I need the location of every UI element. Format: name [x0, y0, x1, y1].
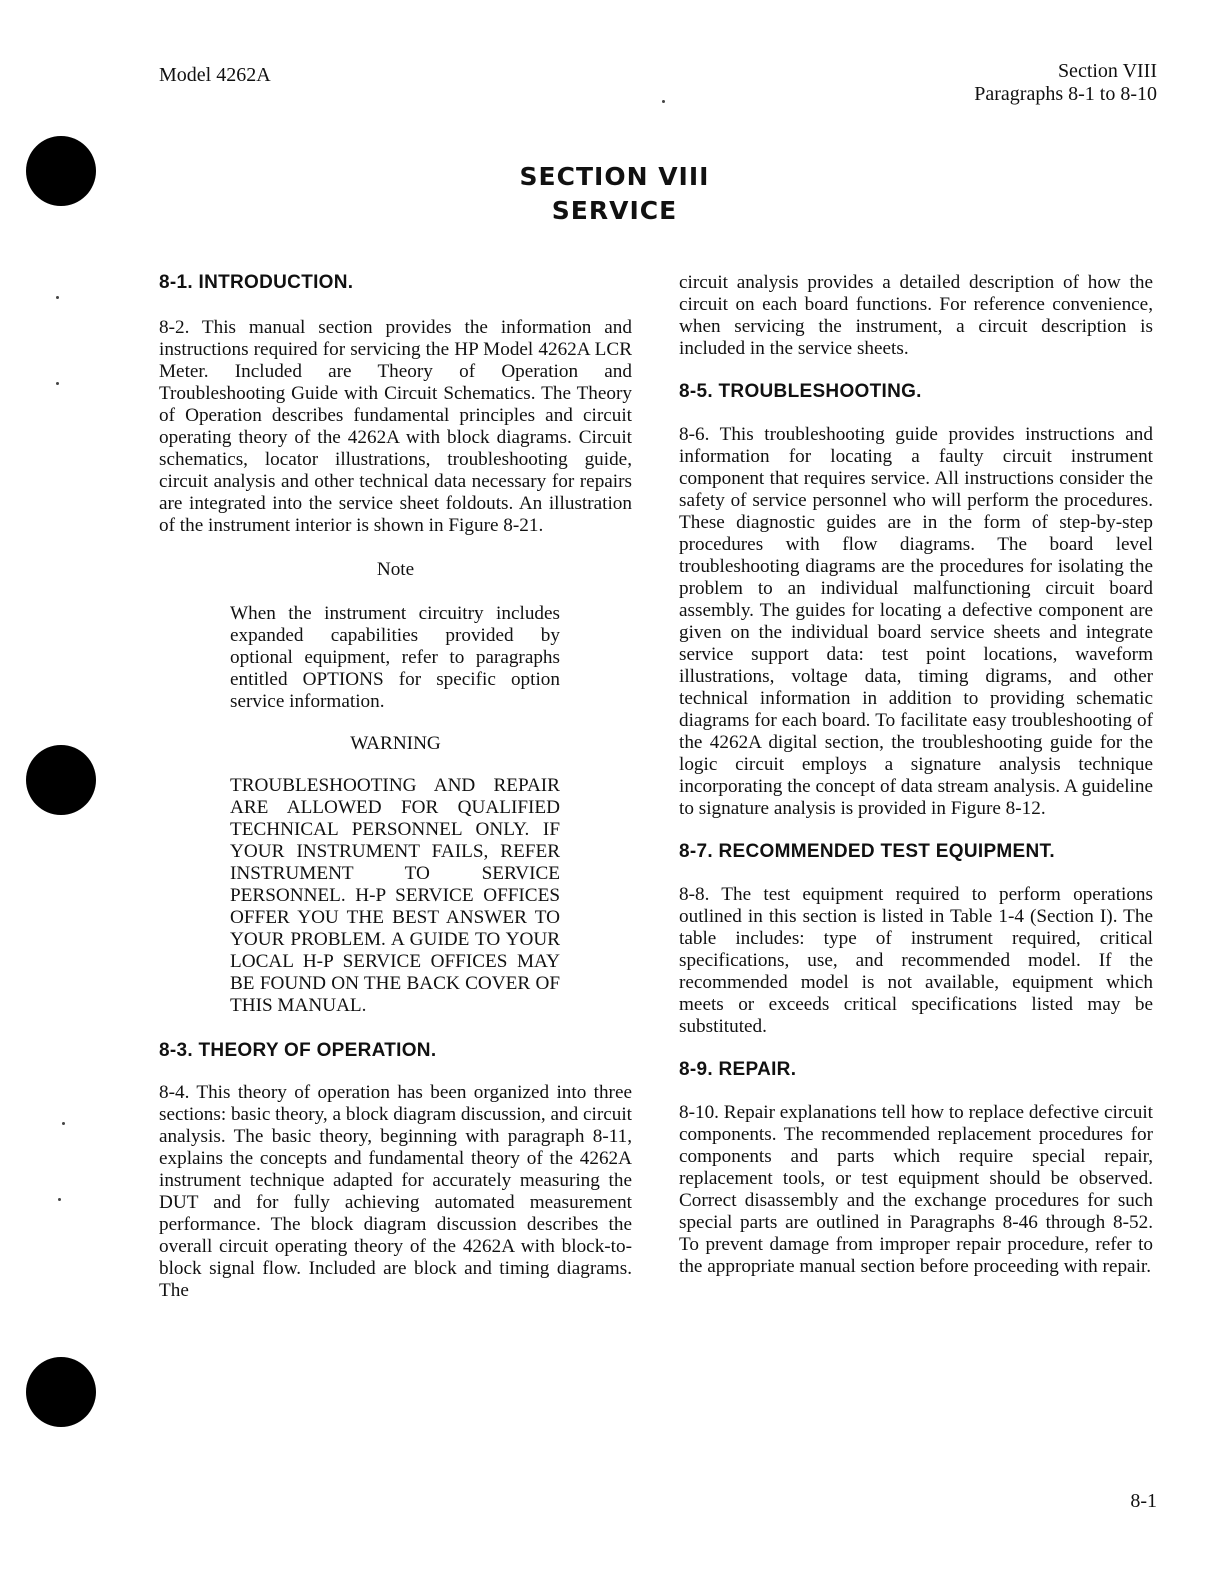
paragraph-8-10: 8-10. Repair explanations tell how to replace defective circuit components. The recommended replacement procedures for components and parts which require special repair, replacement tools, or test equipment should be observed. Correct disassembly and the exchange procedures for such special parts are outlined in Paragraphs 8-46 through 8-52. To prevent damage from improper repair procedure, refer to the appropriate manual section before proceeding with repair.: [679, 1102, 1153, 1277]
binder-hole-bottom: [26, 1357, 96, 1427]
header-section-info: [974, 60, 1157, 106]
warning-text: TROUBLESHOOTING AND REPAIR ARE ALLOWED FOR QUALIFIED TECHNICAL PERSONNEL ONLY. IF YOUR INSTRUMENT FAILS, REFER INSTRUMENT TO SERVICE PERSONNEL. H-P SERVICE OFFICES OFFER YOU THE BEST ANSWER TO YOUR PROBLEM. A GUIDE TO YOUR LOCAL H-P SERVICE OFFICES MAY BE FOUND ON THE BACK COVER OF THIS MANUAL.: [230, 775, 560, 1016]
right-column: [679, 272, 1153, 1278]
scan-speck: [662, 100, 665, 103]
page-number: 8-1: [1130, 1490, 1157, 1512]
paragraph-8-6: 8-6. This troubleshooting guide provides instructions and information for locating a faulty circuit instrument component that requires service. All instructions consider the safety of service personnel who will perform the procedures. These diagnostic guides are in the form of step-by-step procedures with flow diagrams. The board level troubleshooting diagrams are the procedures for isolating the problem to an individual malfunctioning circuit board assembly. The guides for locating a defective component are given on the individual board service sheets and integrate service support data: test point locations, waveform illustrations, voltage data, timing digrams, and other technical information in addition to providing schematic diagrams for each board. To facilitate easy troubleshooting of the 4262A digital section, the troubleshooting guide for the logic circuit employs a signature analysis technique incorporating the concept of data stream analysis. A guideline to signature analysis is provided in Figure 8-12.: [679, 424, 1153, 819]
scan-speck: [58, 1198, 61, 1201]
warning-label: WARNING: [350, 733, 441, 754]
title-service: SERVICE: [551, 196, 678, 225]
scan-speck: [62, 1122, 65, 1125]
note-label: Note: [376, 559, 415, 580]
heading-troubleshooting: 8-5. TROUBLESHOOTING.: [679, 381, 922, 402]
heading-recommended-test-equipment: 8-7. RECOMMENDED TEST EQUIPMENT.: [679, 841, 1055, 862]
paragraph-8-8: 8-8. The test equipment required to perform operations outlined in this section is listed in Table 1-4 (Section I). The table includes: type of instrument required, critical specifications, use, and recommended model. If the recommended model is not available, equipment which meets or exceeds critical specifications listed may be substituted.: [679, 884, 1153, 1037]
left-column: [159, 272, 632, 1302]
title-section: SECTION VIII: [519, 162, 710, 191]
page-title: [0, 160, 1229, 228]
paragraph-8-2: 8-2. This manual section provides the information and instructions required for servicing the HP Model 4262A LCR Meter. Included are Theory of Operation and Troubleshooting Guide with Circuit Schematics. The Theory of Operation describes fundamental principles and circuit operating theory of the 4262A with block diagrams. Circuit schematics, locator illustrations, troubleshooting guide, circuit analysis and other technical data necessary for repairs are integrated into the service sheet foldouts. An illustration of the instrument interior is shown in Figure 8-21.: [159, 317, 632, 536]
heading-introduction: 8-1. INTRODUCTION.: [159, 272, 354, 293]
scan-speck: [56, 296, 59, 299]
binder-hole-middle: [26, 745, 96, 815]
note-text: When the instrument circuitry includes expanded capabilities provided by optional equipment, refer to paragraphs entitled OPTIONS for specific option service information.: [230, 603, 560, 712]
scan-speck: [56, 382, 59, 385]
paragraph-8-4: 8-4. This theory of operation has been organized into three sections: basic theory, a block diagram discussion, and circuit analysis. The basic theory, beginning with paragraph 8-11, explains the concepts and fundamental theory of the 4262A instrument technique adapted for accurately measuring the DUT and for fully achieving automated measurement performance. The block diagram discussion describes the overall circuit operating theory of the 4262A with block-to-block signal flow. Included are block and timing diagrams. The: [159, 1082, 632, 1301]
heading-repair: 8-9. REPAIR.: [679, 1059, 797, 1080]
header-paragraphs: Paragraphs 8-1 to 8-10: [974, 83, 1157, 105]
paragraph-continued: circuit analysis provides a detailed description of how the circuit on each board functions. For reference convenience, when servicing the instrument, a circuit description is included in the service sheets.: [679, 272, 1153, 359]
header-model: Model 4262A: [159, 64, 271, 86]
heading-theory-of-operation: 8-3. THEORY OF OPERATION.: [159, 1040, 437, 1061]
header-section: Section VIII: [1057, 60, 1157, 82]
